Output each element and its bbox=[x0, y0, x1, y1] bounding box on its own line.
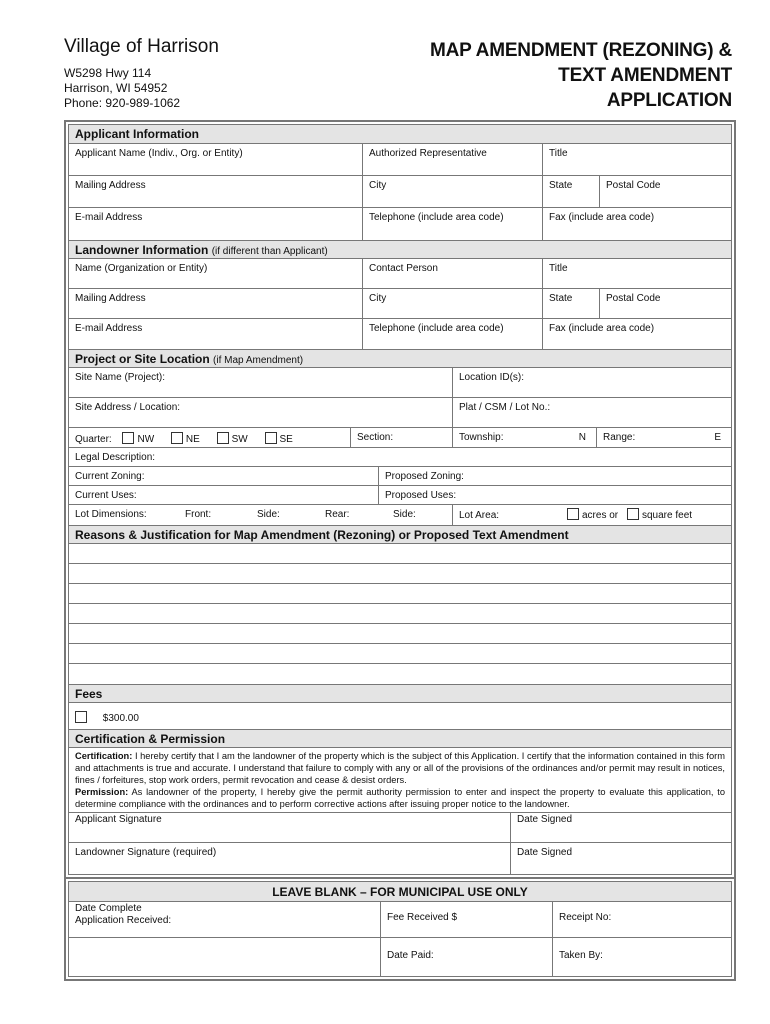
side-label-1: Side: bbox=[257, 509, 280, 520]
applicant-signature-field[interactable]: Applicant Signature bbox=[69, 813, 511, 842]
reasons-line[interactable] bbox=[69, 644, 731, 664]
fee-received-field[interactable]: Fee Received $ bbox=[381, 902, 553, 937]
location-ids-field[interactable]: Location ID(s): bbox=[459, 372, 525, 383]
municipal-use-box bbox=[64, 877, 736, 981]
permission-label: Permission: bbox=[75, 787, 129, 797]
current-zoning-field[interactable]: Current Zoning: bbox=[69, 467, 379, 485]
applicant-date-signed-field[interactable]: Date Signed bbox=[517, 814, 573, 825]
section-title: Certification & Permission bbox=[75, 732, 226, 746]
contact-person-field[interactable]: Contact Person bbox=[363, 259, 543, 288]
township-field[interactable]: Township: N bbox=[453, 428, 597, 447]
landowner-row-3 bbox=[69, 319, 731, 349]
applicant-row-1 bbox=[69, 144, 731, 176]
site-row-zoning bbox=[69, 467, 731, 486]
range-field[interactable]: Range: E bbox=[603, 432, 721, 443]
acres-option[interactable]: acres or bbox=[567, 508, 618, 521]
applicant-title-field[interactable]: Title bbox=[549, 148, 568, 159]
quarter-sw[interactable]: SW bbox=[217, 434, 248, 445]
legal-description-field[interactable]: Legal Description: bbox=[75, 452, 156, 463]
site-row-1 bbox=[69, 368, 731, 398]
site-row-lot bbox=[69, 505, 731, 525]
side-label-2: Side: bbox=[393, 509, 416, 520]
reasons-line[interactable] bbox=[69, 664, 731, 684]
taken-by-field[interactable]: Taken By: bbox=[559, 950, 603, 961]
lot-area-field[interactable]: Lot Area: acres or square feet bbox=[459, 510, 693, 521]
quarter-field: Quarter: NW NE SW SE bbox=[69, 428, 351, 447]
section-applicant bbox=[69, 125, 731, 144]
application-received-field[interactable]: Date Complete Application Received: bbox=[69, 902, 381, 937]
form-title bbox=[312, 38, 732, 113]
section-title: Project or Site Location bbox=[75, 352, 210, 366]
reasons-line[interactable] bbox=[69, 584, 731, 604]
section-field[interactable]: Section: bbox=[351, 428, 453, 447]
landowner-email-field[interactable]: E-mail Address bbox=[69, 319, 363, 349]
current-uses-field[interactable]: Current Uses: bbox=[69, 486, 379, 504]
municipal-row-1 bbox=[69, 902, 731, 938]
quarter-ne[interactable]: NE bbox=[171, 434, 200, 445]
section-title: Landowner Information bbox=[75, 243, 209, 257]
applicant-row-2 bbox=[69, 176, 731, 208]
checkbox-se[interactable] bbox=[265, 432, 277, 444]
address-line-2: Harrison, WI 54952 bbox=[64, 81, 168, 95]
plat-field[interactable]: Plat / CSM / Lot No.: bbox=[459, 402, 551, 413]
municipal-title: LEAVE BLANK – FOR MUNICIPAL USE ONLY bbox=[69, 882, 731, 902]
checkbox-acres[interactable] bbox=[567, 508, 579, 520]
section-site bbox=[69, 349, 731, 368]
applicant-state-field[interactable]: State bbox=[543, 176, 600, 207]
section-landowner bbox=[69, 240, 731, 259]
certification-body: I hereby certify that I am the landowner of the property which is the subject of this Application. I certify that the information contained in this form and attachments is true and accurate. I understand that failure to comply with any or all of the provisions of the ordinances and/or permit may result in notices, fines / forfeitures, stop work orders, permit revocation and cease & desist orders. bbox=[75, 751, 725, 785]
section-certification bbox=[69, 729, 731, 748]
checkbox-nw[interactable] bbox=[122, 432, 134, 444]
fee-row bbox=[69, 703, 731, 729]
landowner-city-field[interactable]: City bbox=[363, 289, 543, 318]
landowner-row-1 bbox=[69, 259, 731, 289]
authorized-rep-field[interactable]: Authorized Representative bbox=[363, 144, 543, 175]
applicant-row-3 bbox=[69, 208, 731, 240]
title-line-1: MAP AMENDMENT (REZONING) & bbox=[430, 40, 732, 61]
applicant-name-field[interactable]: Applicant Name (Indiv., Org. or Entity) bbox=[69, 144, 363, 175]
landowner-name-field[interactable]: Name (Organization or Entity) bbox=[69, 259, 363, 288]
certification-label: Certification: bbox=[75, 751, 133, 761]
quarter-nw[interactable]: NW bbox=[122, 434, 154, 445]
quarter-se[interactable]: SE bbox=[265, 434, 293, 445]
section-title: Applicant Information bbox=[75, 127, 199, 141]
title-line-3: APPLICATION bbox=[606, 90, 732, 111]
applicant-mailing-field[interactable]: Mailing Address bbox=[69, 176, 363, 207]
landowner-title-field[interactable]: Title bbox=[549, 263, 568, 274]
municipal-row-2 bbox=[69, 938, 731, 976]
checkbox-square-feet[interactable] bbox=[627, 508, 639, 520]
applicant-postal-field[interactable]: Postal Code bbox=[606, 180, 661, 191]
section-note: (if different than Applicant) bbox=[211, 246, 328, 257]
certification-text bbox=[69, 748, 731, 812]
phone-number: Phone: 920-989-1062 bbox=[64, 96, 181, 110]
receipt-no-field[interactable]: Receipt No: bbox=[559, 912, 612, 923]
site-name-field[interactable]: Site Name (Project): bbox=[69, 368, 453, 397]
title-line-2: TEXT AMENDMENT bbox=[558, 65, 732, 86]
section-fees bbox=[69, 684, 731, 703]
landowner-postal-field[interactable]: Postal Code bbox=[606, 293, 661, 304]
municipal-blank-cell bbox=[69, 938, 381, 976]
square-feet-option[interactable]: square feet bbox=[627, 508, 692, 521]
rear-label: Rear: bbox=[325, 509, 350, 520]
reasons-line[interactable] bbox=[69, 624, 731, 644]
checkbox-ne[interactable] bbox=[171, 432, 183, 444]
site-row-2 bbox=[69, 398, 731, 428]
front-label: Front: bbox=[185, 509, 212, 520]
east-label: E bbox=[714, 432, 721, 443]
checkbox-sw[interactable] bbox=[217, 432, 229, 444]
landowner-state-field[interactable]: State bbox=[543, 289, 600, 318]
section-reasons bbox=[69, 525, 731, 544]
proposed-uses-field[interactable]: Proposed Uses: bbox=[385, 490, 457, 501]
site-row-quarter bbox=[69, 428, 731, 448]
permission-body: As landowner of the property, I hereby give the permit authority permission to enter and inspect the property to evaluate this application, to determine compliance with the ordinances and to perform corrective actions after issuing proper notice to the landowner. bbox=[75, 787, 725, 809]
section-note: (if Map Amendment) bbox=[213, 355, 304, 366]
landowner-mailing-field[interactable]: Mailing Address bbox=[69, 289, 363, 318]
site-row-uses bbox=[69, 486, 731, 505]
main-form bbox=[64, 120, 736, 879]
landowner-date-signed-field[interactable]: Date Signed bbox=[517, 847, 573, 858]
checkbox-fee[interactable] bbox=[75, 711, 87, 723]
north-label: N bbox=[578, 432, 586, 443]
section-title: Fees bbox=[75, 687, 103, 701]
reasons-line[interactable] bbox=[69, 544, 731, 564]
landowner-fax-field[interactable]: Fax (include area code) bbox=[549, 323, 655, 334]
org-name: Village of Harrison bbox=[64, 36, 219, 57]
address-line-1: W5298 Hwy 114 bbox=[64, 66, 152, 80]
applicant-phone-field[interactable]: Telephone (include area code) bbox=[363, 208, 543, 240]
applicant-fax-field[interactable]: Fax (include area code) bbox=[549, 212, 655, 223]
header-org bbox=[64, 36, 219, 111]
proposed-zoning-field[interactable]: Proposed Zoning: bbox=[385, 471, 464, 482]
date-paid-field[interactable]: Date Paid: bbox=[381, 938, 553, 976]
applicant-city-field[interactable]: City bbox=[363, 176, 543, 207]
landowner-signature-field[interactable]: Landowner Signature (required) bbox=[69, 843, 511, 874]
fee-amount: $300.00 bbox=[102, 713, 139, 724]
reasons-line[interactable] bbox=[69, 564, 731, 584]
site-row-legal bbox=[69, 448, 731, 467]
applicant-signature-row bbox=[69, 812, 731, 843]
section-title: Reasons & Justification for Map Amendment (Rezoning) or Proposed Text Amendment bbox=[75, 528, 569, 542]
applicant-email-field[interactable]: E-mail Address bbox=[69, 208, 363, 240]
lot-dimensions-field[interactable]: Lot Dimensions: Front: Side: Rear: Side: bbox=[69, 505, 453, 525]
reasons-line[interactable] bbox=[69, 604, 731, 624]
site-address-field[interactable]: Site Address / Location: bbox=[69, 398, 453, 427]
landowner-signature-row bbox=[69, 843, 731, 874]
landowner-phone-field[interactable]: Telephone (include area code) bbox=[363, 319, 543, 349]
landowner-row-2 bbox=[69, 289, 731, 319]
